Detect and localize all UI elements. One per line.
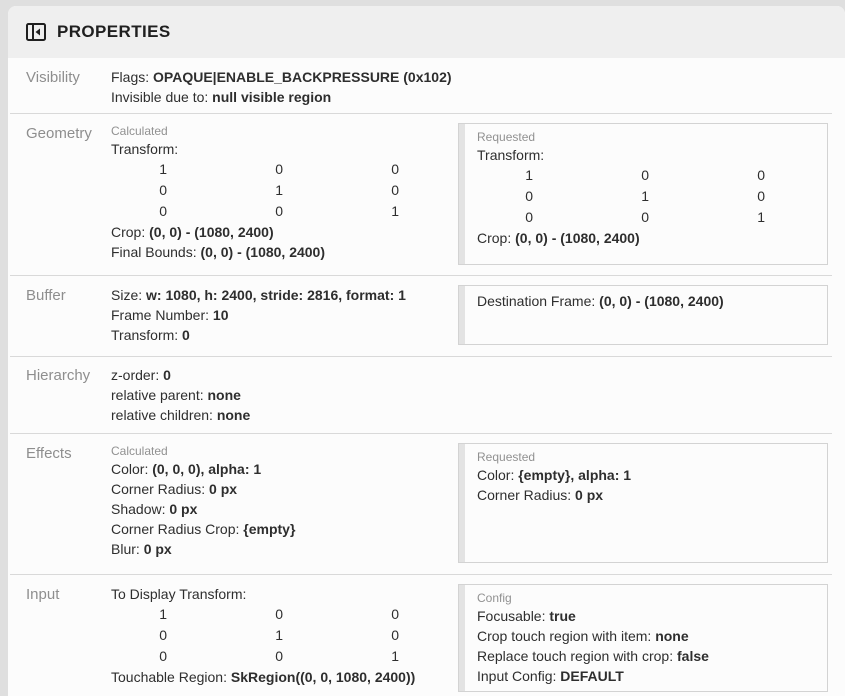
property-row-focusable: Focusable: true [477,608,576,624]
transform-matrix: 1 0 0 0 1 0 0 0 1 [525,167,765,225]
property-row-touchable-region: Touchable Region: SkRegion((0, 0, 1080, 2400)) [111,669,416,685]
transform-matrix: 1 0 0 0 1 0 0 0 1 [159,606,399,664]
section-label-visibility: Visibility [26,69,80,86]
property-row-z-order: z-order: 0 [111,367,171,383]
properties-header [8,6,845,58]
group-label-requested: Requested [477,450,536,464]
property-row-destination-frame: Destination Frame: (0, 0) - (1080, 2400) [477,293,724,309]
group-label-requested: Requested [477,130,536,144]
section-hierarchy [8,357,845,433]
input-values [111,584,458,692]
visibility-values [111,67,458,107]
to-display-transform-label: To Display Transform: [111,586,247,602]
geometry-requested-box [458,123,828,265]
group-label-config: Config [477,591,512,605]
section-input [8,575,845,696]
section-label-hierarchy: Hierarchy [26,367,91,384]
group-label-calculated: Calculated [111,124,168,138]
section-visibility [8,58,845,113]
transform-label: Transform: [111,141,179,157]
left-panel-close-icon [24,20,48,44]
property-row-color: Color: (0, 0, 0), alpha: 1 [111,461,262,477]
hierarchy-values [111,365,458,425]
input-config-box [458,584,828,692]
panel-title: PROPERTIES [57,22,171,41]
effects-calculated [111,443,458,563]
property-row-final-bounds: Final Bounds: (0, 0) - (1080, 2400) [111,244,326,260]
property-row-frame-number: Frame Number: 10 [111,307,229,323]
property-row-crop-touch-region: Crop touch region with item: none [477,628,689,644]
group-label-calculated: Calculated [111,444,168,458]
transform-label: Transform: [477,147,545,163]
section-label-buffer: Buffer [26,287,66,304]
property-row-transform: Transform: 0 [111,327,190,343]
section-geometry [8,114,845,275]
property-row-corner-radius-crop: Corner Radius Crop: {empty} [111,521,296,537]
property-row-invisible-due-to: Invisible due to: null visible region [111,89,332,105]
section-buffer [8,276,845,356]
property-row-input-config: Input Config: DEFAULT [477,668,624,684]
buffer-destination-box [458,285,828,345]
property-row-corner-radius: Corner Radius: 0 px [477,487,604,503]
property-row-replace-touch-region: Replace touch region with crop: false [477,648,709,664]
section-label-effects: Effects [26,445,72,462]
property-row-flags: Flags: OPAQUE|ENABLE_BACKPRESSURE (0x102) [111,69,452,85]
effects-requested-box [458,443,828,563]
property-row-crop: Crop: (0, 0) - (1080, 2400) [111,224,274,240]
property-row-blur: Blur: 0 px [111,541,172,557]
property-row-relative-children: relative children: none [111,407,251,423]
section-label-geometry: Geometry [26,125,92,142]
property-row-relative-parent: relative parent: none [111,387,241,403]
geometry-calculated [111,123,458,265]
properties-panel [8,6,845,696]
section-label-input: Input [26,586,60,603]
property-row-corner-radius: Corner Radius: 0 px [111,481,238,497]
section-effects [8,434,845,574]
property-row-shadow: Shadow: 0 px [111,501,198,517]
property-row-size: Size: w: 1080, h: 2400, stride: 2816, format: 1 [111,287,406,303]
buffer-values [111,285,458,345]
property-row-crop: Crop: (0, 0) - (1080, 2400) [477,230,640,246]
transform-matrix: 1 0 0 0 1 0 0 0 1 [159,161,399,219]
property-row-color: Color: {empty}, alpha: 1 [477,467,632,483]
